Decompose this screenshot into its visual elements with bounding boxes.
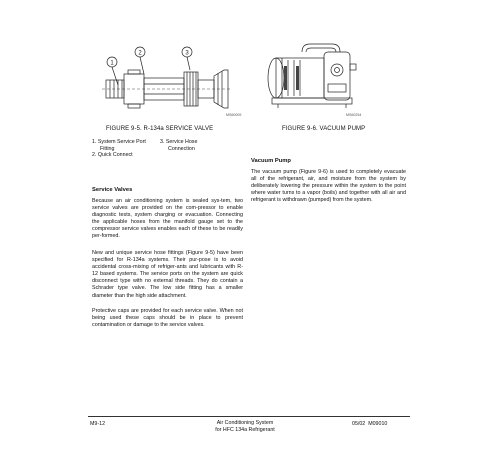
footer-title-line-1: Air Conditioning System: [216, 420, 274, 426]
service-valves-paragraph-1: Because an air conditioning system is sealed sys-tem, two service valves are provided on the com-pressor to enable diagnostic tests, system charging or evacuation. Connecting the applicable hoses from the manifold gauge set to the compressor service valves enables each of these to be readily per-formed.: [92, 198, 243, 240]
callout-1: 1: [110, 60, 114, 67]
fig2-caption: FIGURE 9-6. VACUUM PUMP: [282, 126, 366, 132]
footer-page-number: M9-12: [90, 421, 106, 427]
fig1-code: MS60009: [226, 113, 242, 117]
service-valves-heading: Service Valves: [92, 187, 133, 193]
footer-title: [190, 420, 300, 433]
service-valves-paragraph-2: New and unique service hose fittings (Figure 9-5) have been specified for R-134a systems. Their pur-pose is to avoid accidental cross-mixing of refriger-ants and lubricants with R-12 based systems. The service ports on the system are quick disconnect type with no external threads. They do contain a Schrader type valve. The low side fitting has a smaller diameter than the high side attachment.: [92, 250, 243, 299]
fig1-caption: FIGURE 9-5. R-134a SERVICE VALVE: [106, 126, 214, 132]
callout-2: 2: [138, 50, 142, 57]
service-valve-figure: [100, 40, 240, 120]
footer-rule: [88, 416, 410, 417]
fig1-legend: [92, 139, 242, 161]
legend-item-2: 2. Quick Connect: [92, 152, 133, 158]
fig2-code: MS60254: [346, 113, 362, 117]
legend-item-3: 3. Service Hose: [160, 139, 198, 145]
legend-item-3-cont: Connection: [168, 145, 195, 152]
vacuum-pump-figure: [262, 40, 358, 112]
vacuum-pump-heading: Vacuum Pump: [251, 158, 291, 164]
footer-title-line-2: for HFC 134a Refrigerant: [215, 426, 275, 433]
vacuum-pump-paragraph-1: The vacuum pump (Figure 9-6) is used to completely evacuate all of the refrigerant, air, and moisture from the system by deliberately lowering the pressure within the system to the point where water turns to a vapor (boils) and together with all air and refrigerant is withdrawn (pumped) from the system.: [251, 169, 406, 204]
service-valve-drawing: [100, 40, 240, 120]
legend-item-1: 1. System Service Port: [92, 139, 146, 145]
vacuum-pump-drawing: [262, 40, 358, 112]
service-valves-paragraph-3: Protective caps are provided for each service valve. When not being used these caps should be in place to prevent contamination or damage to the service valves.: [92, 308, 243, 329]
footer-date-code: 05/02 M09010: [352, 421, 388, 427]
callout-3: 3: [185, 50, 189, 57]
legend-item-1-cont: Fitting: [100, 145, 115, 152]
